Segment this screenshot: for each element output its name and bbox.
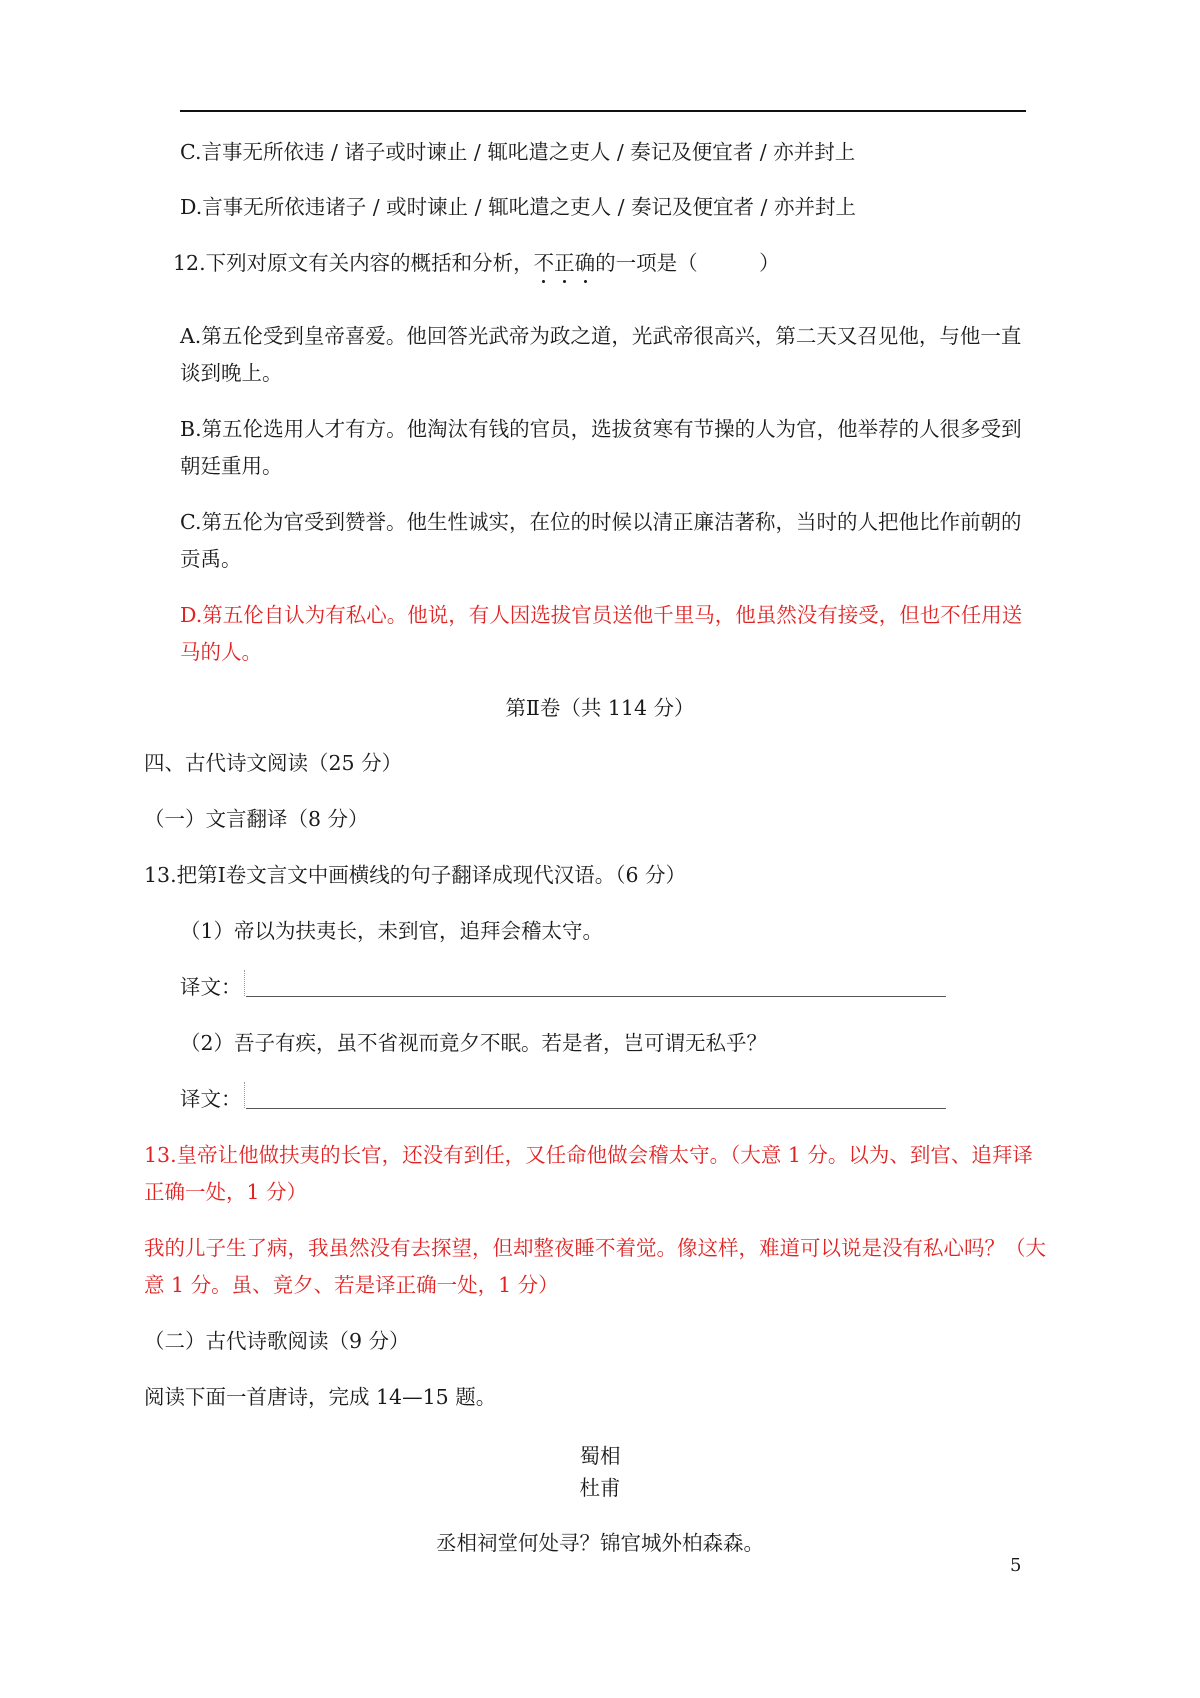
q11-option-c: C.言事无所依违 / 诸子或时谏止 / 辄叱遣之吏人 / 奏记及便宜者 / 亦并封上: [180, 140, 856, 164]
q13-translation-label-1: 译文：: [180, 975, 242, 999]
q12-option-d-line1: D.第五伦自认为有私心。他说，有人因选拔官员送他千里马，他虽然没有接受，但也不任用送: [180, 603, 1023, 627]
poem-line-1: 丞相祠堂何处寻？锦官城外柏森森。: [436, 1531, 764, 1555]
q12-option-b-line2: 朝廷重用。: [180, 454, 283, 478]
q13-answer-2-line2: 意 1 分。虽、竟夕、若是译正确一处，1 分）: [144, 1273, 559, 1297]
section-4-heading: 四、古代诗文阅读（25 分）: [144, 751, 403, 775]
q12-option-d-line2: 马的人。: [180, 640, 262, 664]
page-number: 5: [1010, 1555, 1022, 1576]
q13-stem: 13.把第Ⅰ卷文言文中画横线的句子翻译成现代汉语。（6 分）: [144, 863, 687, 887]
q13-answer-1-line2: 正确一处，1 分）: [144, 1180, 308, 1204]
translation-answer-line-2[interactable]: [246, 1108, 946, 1109]
q12-option-c-line1: C.第五伦为官受到赞誉。他生性诚实，在位的时候以清正廉洁著称，当时的人把他比作前朝的: [180, 510, 1022, 534]
subsection-2-heading: （二）古代诗歌阅读（9 分）: [144, 1329, 410, 1353]
q12-stem-prefix: 12.下列对原文有关内容的概括和分析，: [173, 251, 534, 275]
poem-title: 蜀相: [579, 1444, 621, 1468]
q12-stem-suffix: 的一项是（ ）: [595, 251, 780, 275]
poem-instruction: 阅读下面一首唐诗，完成 14—15 题。: [144, 1385, 497, 1409]
answer-line-marker: [244, 970, 245, 996]
q12-option-c-line2: 贡禹。: [180, 547, 242, 571]
q12-option-a-line1: A.第五伦受到皇帝喜爱。他回答光武帝为政之道，光武帝很高兴，第二天又召见他，与他一直: [180, 324, 1022, 348]
q12-option-b-line1: B.第五伦选用人才有方。他淘汰有钱的官员，选拔贫寒有节操的人为官，他举荐的人很多受到: [180, 417, 1022, 441]
q13-sentence-1: （1）帝以为扶夷长，未到官，追拜会稽太守。: [180, 919, 604, 943]
poem-author: 杜甫: [579, 1476, 621, 1500]
answer-line-marker: [244, 1082, 245, 1108]
q12-stem: [173, 253, 780, 274]
q12-emphasis: 不正确: [534, 251, 596, 275]
q11-option-d: D.言事无所依违诸子 / 或时谏止 / 辄叱遣之吏人 / 奏记及便宜者 / 亦并封上: [180, 195, 856, 219]
q13-sentence-2: （2）吾子有疾，虽不省视而竟夕不眠。若是者，岂可谓无私乎？: [180, 1031, 768, 1055]
translation-answer-line-1[interactable]: [246, 996, 946, 997]
q13-answer-2-line1: 我的儿子生了病，我虽然没有去探望，但却整夜睡不着觉。像这样，难道可以说是没有私心吗？（大: [144, 1236, 1046, 1260]
q13-translation-label-2: 译文：: [180, 1087, 242, 1111]
volume-ii-title: 第Ⅱ卷（共 114 分）: [505, 696, 695, 720]
q13-answer-1-line1: 13.皇帝让他做扶夷的长官，还没有到任，又任命他做会稽太守。（大意 1 分。以为、到官、追拜译: [144, 1143, 1033, 1167]
q12-option-a-line2: 谈到晚上。: [180, 361, 283, 385]
subsection-1-heading: （一）文言翻译（8 分）: [144, 807, 369, 831]
header-rule: [180, 110, 1026, 112]
